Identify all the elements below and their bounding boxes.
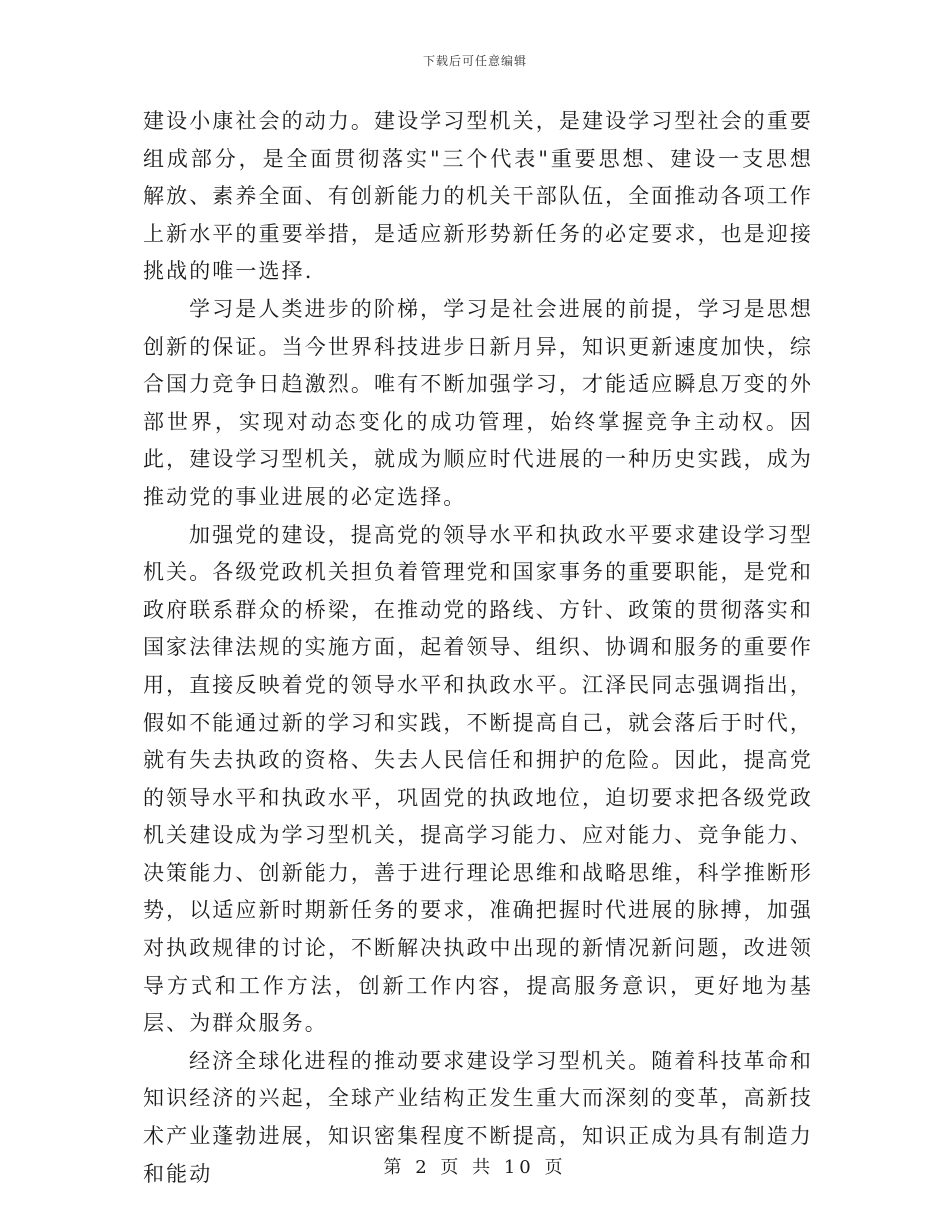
paragraph-continued: 建设小康社会的动力。建设学习型机关，是建设学习型社会的重要组成部分，是全面贯彻落实"三个代表"重要思想、建设一支思想解放、素养全面、有创新能力的机关干部队伍，全面推动各项工作上新水平的重要举措，是适应新形势新任务的必定要求，也是迎接挑战的唯一选择. xyxy=(143,109,813,284)
page-number-footer: 第 2 页 共 10 页 xyxy=(383,1157,567,1178)
document-body xyxy=(143,103,813,1193)
paragraph: 学习是人类进步的阶梯，学习是社会进展的前提，学习是思想创新的保证。当今世界科技进步日新月异，知识更新速度加快，综合国力竞争日趋激烈。唯有不断加强学习，才能适应瞬息万变的外部世界，实现对动态变化的成功管理，始终掌握竞争主动权。因此，建设学习型机关，就成为顺应时代进展的一种历史实践，成为推动党的事业进展的必定选择。 xyxy=(143,296,813,509)
paragraph: 经济全球化进程的推动要求建设学习型机关。随着科技革命和知识经济的兴起，全球产业结构正发生重大而深刻的变革，高新技术产业蓬勃进展，知识密集程度不断提高，知识正成为具有制造力和能动 xyxy=(143,1048,813,1186)
page-header: 下载后可任意编辑 xyxy=(422,54,527,68)
paragraph: 加强党的建设，提高党的领导水平和执政水平要求建设学习型机关。各级党政机关担负着管理党和国家事务的重要职能，是党和政府联系群众的桥梁，在推动党的路线、方针、政策的贯彻落实和国家法律法规的实施方面，起着领导、组织、协调和服务的重要作用，直接反映着党的领导水平和执政水平。江泽民同志强调指出，假如不能通过新的学习和实践，不断提高自己，就会落后于时代，就有失去执政的资格、失去人民信任和拥护的危险。因此，提高党的领导水平和执政水平，巩固党的执政地位，迫切要求把各级党政机关建设成为学习型机关，提高学习能力、应对能力、竞争能力、决策能力、创新能力，善于进行理论思维和战略思维，科学推断形势，以适应新时期新任务的要求，准确把握时代进展的脉搏，加强对执政规律的讨论，不断解决执政中出现的新情况新问题，改进领导方式和工作方法，创新工作内容，提高服务意识，更好地为基层、为群众服务。 xyxy=(143,522,813,1036)
